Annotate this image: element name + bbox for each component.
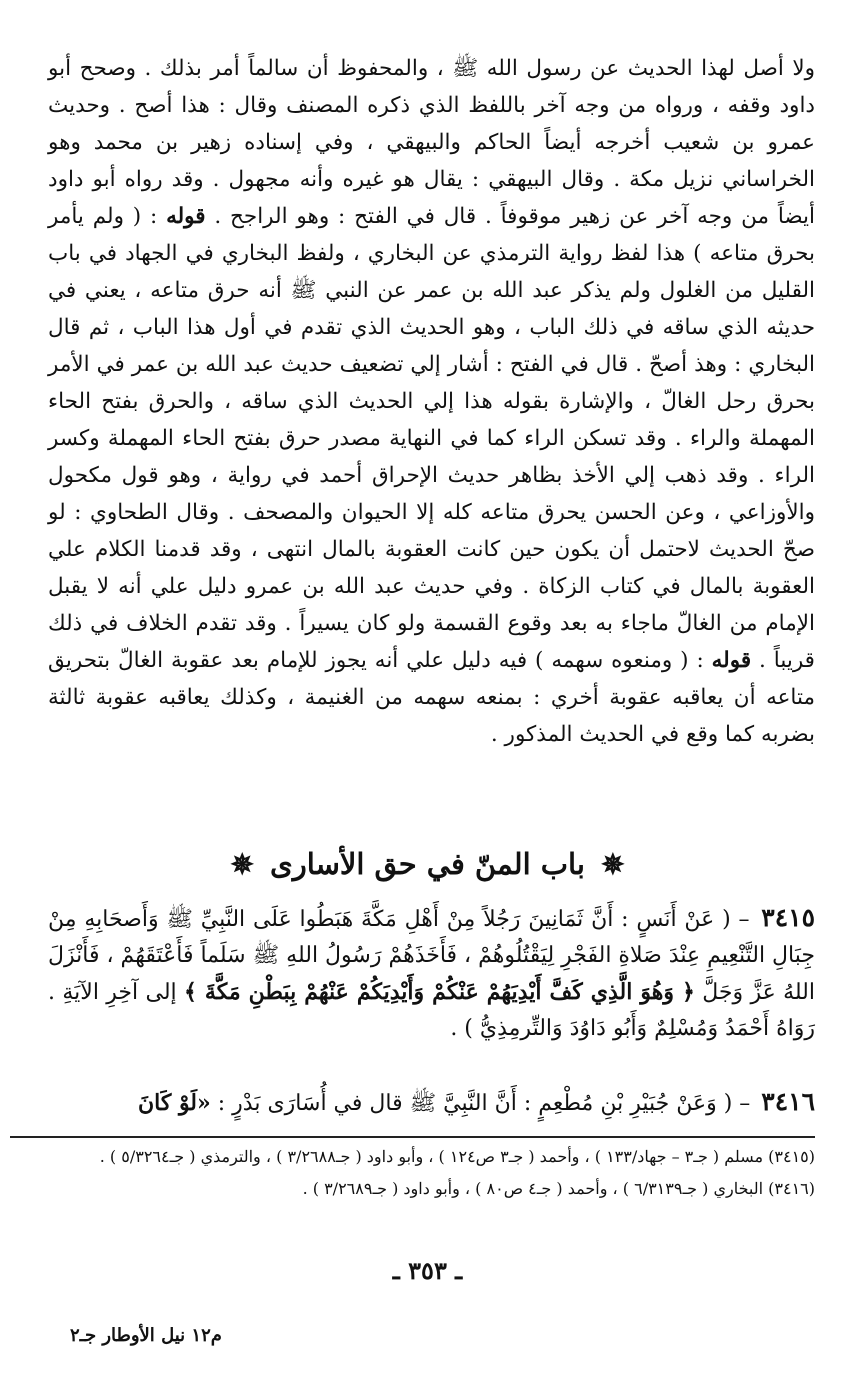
footnote-divider [10,1136,815,1138]
commentary-paragraph [48,50,815,753]
hadith-number: ٣٤١٥ [761,903,815,932]
star-ornament-icon: ✵ [601,848,625,881]
commentary-text-1: ولا أصل لهذا الحديث عن رسول الله ﷺ ، والمحفوظ أن سالماً أمر بذلك . وصحح أبو داود وقفه ، ورواه من وجه آخر باللفظ الذي ذكره المصنف وقال : هذا أصح . وحديث عمرو بن شعيب أخرجه أيضاً الحاكم والبيهقي ، وفي إسناده زهير بن محمد وهو الخراساني نزيل مكة . وقال البيهقي : يقال هو غيره وأنه مجهول . وقد رواه أبو داود أيضاً من وجه آخر عن زهير موقوفاً . قال في الفتح : وهو الراجح . [48,56,815,229]
commentary-text-3: : ( ومنعوه سهمه ) فيه دليل علي أنه يجوز للإمام بعد عقوبة الغالّ بتحريق متاعه أن يعاقبه عقوبة أخري : بمنعه سهمه من الغنيمة ، وكذلك يعاقبه عقوبة ثالثة بضربه كما وقع في الحديث المذكور . [48,648,815,747]
qawluh-marker-1: قوله [166,204,206,229]
hadith-text: – ( عَنْ أَنَسٍ : أَنَّ ثَمَانِينَ رَجُلاً مِنْ أَهْلِ مَكَّةَ هَبَطُوا عَلَى النَّبِيِّ ﷺ وَأَصحَابِهِ مِنْ جِبَالِ التَّنْعِيمِ عِنْدَ صَلاةِ الفَجْرِ لِيَقْتُلُوهُمْ ، فَأَخَذَهُمْ رَسُولُ اللهِ ﷺ سَلَماً فَأَعْتَقَهُمْ ، فَأَنْزَلَ اللهُ عَزَّ وَجَلَّ [48,907,815,1005]
hadith-text-end: إلى آخِرِ الآيَةِ . رَوَاهُ أَحْمَدُ وَمُسْلِمٌ وَأَبُو دَاوُدَ وَالتِّرمِذِيُّ ) . [48,980,815,1041]
commentary-text-2: : ( ولم يأمر بحرق متاعه ) هذا لفظ رواية الترمذي عن البخاري ، ولفظ البخاري في الجهاد في باب القليل من الغلول ولم يذكر عبد الله بن عمر عن النبي ﷺ أنه حرق متاعه ، يعني في حديثه الذي ساقه في ذلك الباب ، وهو الحديث الذي تقدم في أول هذا الباب ، ثم قال البخاري : وهذ أصحّ . قال في الفتح : أشار إلي تضعيف حديث عبد الله بن عمر في الأمر بحرق رحل الغالّ ، والإشارة بقوله هذا إلي الحديث الذي ساقه ، والحرق بفتح الحاء المهملة والراء . وقد تسكن الراء كما في النهاية مصدر حرق بفتح الحاء المهملة وكسر الراء . وقد ذهب إلي الأخذ بظاهر حديث الإحراق أحمد في رواية ، وهو قول مكحول والأوزاعي ، وعن الحسن يحرق متاعه كله إلا الحيوان والمصحف . وقال الطحاوي : لو صحّ الحديث لاحتمل أن يكون حين كانت العقوبة بالمال انتهى ، وقد قدمنا الكلام علي العقوبة بالمال في كتاب الزكاة . وفي حديث عبد الله بن عمرو دليل علي أنه لا يقبل الإمام من الغالّ ماجاء به بعد وقوع القسمة ولو كان يسيراً . وقد تقدم الخلاف في ذلك قريباً . [48,204,815,673]
hadith-number: ٣٤١٦ [761,1087,815,1116]
chapter-heading [0,840,855,889]
hadith-3416 [48,1084,815,1122]
hadith-paragraph [48,900,815,1047]
hadith-3415 [48,900,815,1047]
running-footer: م١٢ نيل الأوطار جـ٢ [70,1325,222,1346]
hadith-quote-start: «لَوْ كَانَ [137,1090,211,1116]
hadith-text: – ( وَعَنْ جُبَيْرِ بْنِ مُطْعِمٍ : أَنَّ النَّبِيَّ ﷺ قال في أُسَارَى بَدْرٍ : [217,1091,751,1116]
page-number: ـ ٣٥٣ ـ [392,1256,463,1285]
commentary-block [48,50,815,753]
quran-verse: ﴿ وَهُوَ الَّذِي كَفَّ أَيْدِيَهُمْ عَنْكُمْ وَأَيْدِيَكُمْ عَنْهُمْ بِبَطْنِ مَكَّةَ ﴾ [184,979,695,1005]
star-ornament-icon: ✵ [230,848,254,881]
qawluh-marker-2: قوله [711,648,752,673]
chapter-title: باب المنّ في حق الأسارى [270,847,585,881]
footnotes [48,1142,815,1206]
footnote-3415: (٣٤١٥) مسلم ( جـ٣ – جهاد/١٣٣ ) ، وأحمد ( جـ٣ ص١٢٤ ) ، وأبو داود ( جـ٣/٢٦٨٨ ) ، والترمذي ( جـ٥/٣٢٦٤ ) . [99,1147,815,1166]
footnote-3416: (٣٤١٦) البخاري ( جـ٦/٣١٣٩ ) ، وأحمد ( جـ٤ ص٨٠ ) ، وأبو داود ( جـ٣/٢٦٨٩ ) . [302,1179,815,1198]
